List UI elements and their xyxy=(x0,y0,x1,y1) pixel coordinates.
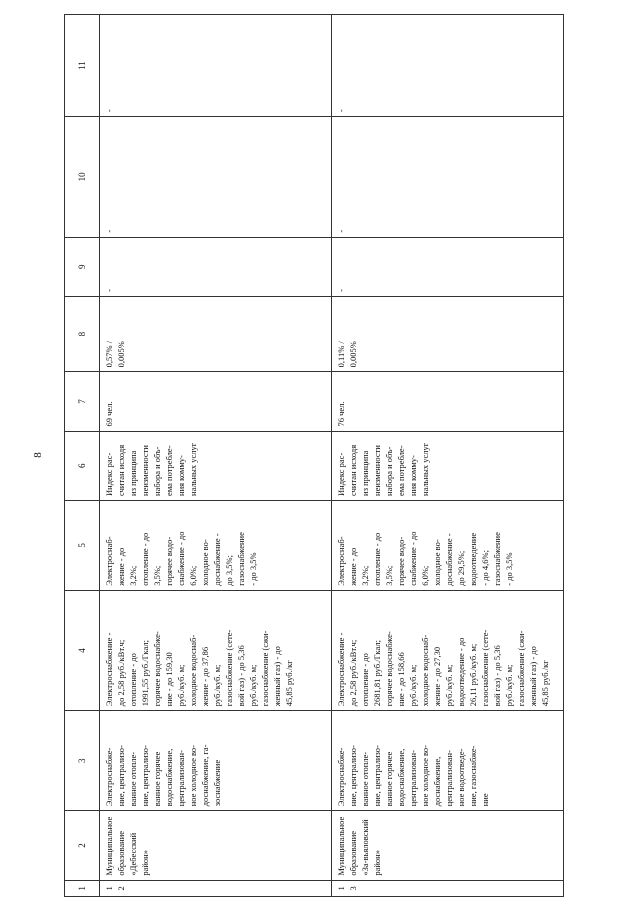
growth-cell: Электроснаб- жение - до 3,2%; отопление - до 3,5%; горячее водо- снабжение - до 6,0%; холодное во- доснабжение - до 3,5%; газоснабжение - до 3,5% xyxy=(100,500,332,590)
index-note-cell: Индекс рас- считан исходя из принципа неизменности набора и объ- ема потребле- ния комму- нальных услуг xyxy=(100,431,332,500)
people-cell: 76 чел. xyxy=(332,372,564,431)
column-header: 7 xyxy=(65,372,100,431)
page-number: 8 xyxy=(32,452,44,458)
services-cell: Электроснабже- ние, централизо- ванное отопле- ние, централизо- ванное горячее водоснабжение, централизован- ное холодное во- доснабжение, га- зоснабжение xyxy=(100,711,332,811)
share-cell: 0,11% / 0,005% xyxy=(332,296,564,372)
column-header: 11 xyxy=(65,15,100,117)
table-row xyxy=(332,15,564,897)
col10-cell: - xyxy=(332,117,564,237)
col9-cell: - xyxy=(332,237,564,296)
people-cell: 69 чел. xyxy=(100,372,332,431)
col11-cell: - xyxy=(332,15,564,117)
column-header: 1 xyxy=(65,880,100,896)
tariffs-cell: Электроснабжение - до 2,58 руб./кВт.ч; отопление - до 2681,81 руб./Гкал; горячее водоснабже- ние - до 158,66 руб./куб. м; холодное водоснаб- жение - до 27,30 руб./куб. м; водоотведение - до 26,11 руб./куб. м; газоснабжение (сете- вой газ) - до 5,36 руб./куб. м; газоснабжение (сжи- женный газ) - до 45,85 руб./кг xyxy=(332,590,564,710)
rotated-table-wrapper xyxy=(64,14,624,897)
growth-cell: Электроснаб- жение - до 3,2%; отопление - до 3,5%; горячее водо- снабжение - до 6,0%; холодное во- доснабжение - до 29,5%; водоотведение - до 4,6%; газоснабжение - до 3,5% xyxy=(332,500,564,590)
col11-cell: - xyxy=(100,15,332,117)
municipality-name: Муниципальное образование «Дебесский район» xyxy=(100,811,332,880)
column-header: 9 xyxy=(65,237,100,296)
data-table xyxy=(64,14,564,897)
column-header: 6 xyxy=(65,431,100,500)
col9-cell: - xyxy=(100,237,332,296)
table-row xyxy=(100,15,332,897)
column-header: 3 xyxy=(65,711,100,811)
column-header: 2 xyxy=(65,811,100,880)
index-note-cell: Индекс рас- считан исходя из принципа неизменности набора и объ- ема потребле- ния комму- нальных услуг xyxy=(332,431,564,500)
row-number: 13 xyxy=(332,880,564,896)
column-header: 10 xyxy=(65,117,100,237)
tariffs-cell: Электроснабжение - до 2,58 руб./кВт.ч; отопление - до 1991,55 руб./Гкал; горячее водоснабже- ние - до 159,30 руб./куб. м; холодное водоснаб- жение - до 37,86 руб./куб. м; газоснабжение (сете- вой газ) - до 5,36 руб./куб. м; газоснабжение (сжи- женный газ) - до 45,85 руб./кг xyxy=(100,590,332,710)
column-header: 4 xyxy=(65,590,100,710)
column-header: 8 xyxy=(65,296,100,372)
municipality-name: Муниципальное образование «За-вьяловский район» xyxy=(332,811,564,880)
services-cell: Электроснабже- ние, централизо- ванное отопле- ние, централизо- ванное горячее водоснабжение, централизован- ное холодное во- доснабжение, централизован- ное водоотведе- ние, газоснабже- ние xyxy=(332,711,564,811)
col10-cell: - xyxy=(100,117,332,237)
share-cell: 0,57% / 0,005% xyxy=(100,296,332,372)
column-header: 5 xyxy=(65,500,100,590)
column-number-row xyxy=(65,15,100,897)
row-number: 12 xyxy=(100,880,332,896)
